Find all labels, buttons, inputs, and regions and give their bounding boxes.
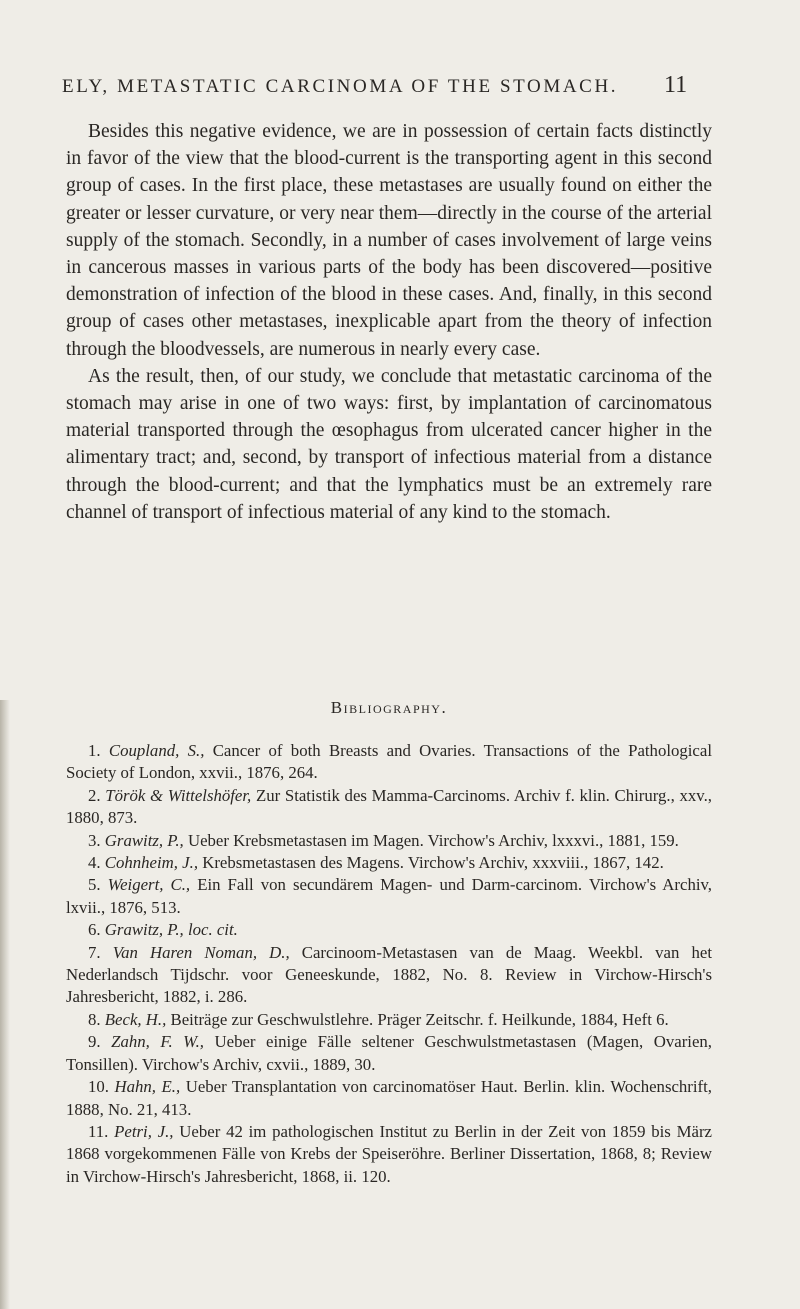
entry-number: 9. <box>88 1032 101 1052</box>
entry-number: 4. <box>88 853 101 873</box>
entry-text: Ueber einige Fälle seltener Geschwulstmetastasen (Magen, Ovarien, Tonsillen). Virchow's Archiv, cxvii., 1889, 30. <box>66 1032 712 1074</box>
bibliography-entry <box>66 1031 712 1076</box>
body-text <box>66 118 712 526</box>
bibliography-entry <box>66 1121 712 1188</box>
entry-text: Cancer of both Breasts and Ovaries. Transactions of the Pathological Society of London, xxvii., 1876, 264. <box>66 741 712 783</box>
bibliography-heading: Bibliography. <box>330 698 448 717</box>
entry-number: 11. <box>88 1121 109 1141</box>
entry-text: Carcinoom-Metastasen van de Maag. Weekbl. van het Nederlandsch Tijdschr. voor Geneeskunde, 1882, No. 8. Review in Virchow-Hirsch's Jahresbericht, 1882, i. 286. <box>66 942 712 1007</box>
entry-number: 5. <box>88 875 101 895</box>
bibliography-entry <box>66 1009 712 1031</box>
entry-text: Zur Statistik des Mamma-Carcinoms. Archiv f. klin. Chirurg., xxv., 1880, 873. <box>66 785 712 828</box>
entry-number: 8. <box>88 1009 101 1029</box>
entry-author: Grawitz, P., loc. cit. <box>104 920 238 940</box>
running-head: ELY, METASTATIC CARCINOMA OF THE STOMACH. <box>62 76 619 97</box>
bibliography-entry <box>66 874 712 919</box>
entry-author: Beck, H., <box>104 1009 167 1029</box>
entry-author: Cohnheim, J., <box>104 853 199 873</box>
entry-author: Coupland, S., <box>108 741 205 760</box>
entry-text: Ueber Transplantation von carcinomatöser Haut. Berlin. klin. Wochenschrift, 1888, No. 21, 413. <box>66 1077 713 1119</box>
entry-author: Van Haren Noman, D., <box>112 942 290 962</box>
entry-text: Ueber 42 im pathologischen Institut zu Berlin in der Zeit von 1859 bis März 1868 vorgekommenen Fälle von Krebs der Speiseröhre. Berliner Dissertation, 1868, 8; Review in Virchow-Hirsch's Jahresbericht, 1868, ii. 120. <box>66 1121 712 1186</box>
paragraph: Besides this negative evidence, we are in possession of certain facts distinctly in favor of the view that the blood-current is the transporting agent in this second group of cases. In the first place, these metastases are usually found on either the greater or lesser curvature, or very near them—directly in the course of the arterial supply of the stomach. Secondly, in a number of cases involvement of large veins in cancerous masses in various parts of the body has been discovered—positive demonstration of infection of the blood in these cases. And, finally, in this second group of cases other metastases, inexplicable apart from the theory of infection through the bloodvessels, are numerous in nearly every case. <box>66 121 712 360</box>
entry-text: Ueber Krebsmetastasen im Magen. Virchow's Archiv, lxxxvi., 1881, 159. <box>187 830 679 850</box>
bibliography-entry <box>66 919 712 941</box>
entry-number: 2. <box>88 785 101 805</box>
entry-author: Grawitz, P., <box>104 830 184 850</box>
entry-text: Ein Fall von secundärem Magen- und Darm-carcinom. Virchow's Archiv, lxvii., 1876, 513. <box>66 875 712 917</box>
bibliography-entry <box>66 852 712 874</box>
page-number: 11 <box>664 72 688 98</box>
bibliography-entry <box>66 830 712 852</box>
page-edge-shadow <box>0 700 10 1309</box>
paragraph: As the result, then, of our study, we conclude that metastatic carcinoma of the stomach may arise in one of two ways: first, by implantation of carcinomatous material transported through the œsophagus from ulcerated cancer higher in the alimentary tract; and, second, by transport of infectious material from a distance through the blood-current; and that the lymphatics must be an extremely rare channel of transport of infectious material of any kind to the stomach. <box>66 365 712 523</box>
entry-number: 1. <box>88 741 101 760</box>
entry-number: 6. <box>88 920 101 940</box>
entry-number: 10. <box>88 1077 109 1097</box>
entry-text: Beiträge zur Geschwulstlehre. Präger Zeitschr. f. Heilkunde, 1884, Heft 6. <box>170 1009 669 1029</box>
entry-number: 3. <box>88 830 101 850</box>
entry-number: 7. <box>88 942 101 962</box>
bibliography-list <box>66 740 712 1188</box>
entry-author: Zahn, F. W., <box>111 1032 204 1052</box>
entry-author: Hahn, E., <box>114 1077 181 1097</box>
entry-author: Török & Wittelshöfer, <box>105 785 252 805</box>
bibliography-entry <box>66 942 712 1009</box>
bibliography-entry <box>66 785 712 830</box>
entry-author: Petri, J., <box>114 1121 174 1141</box>
bibliography-entry <box>66 1076 712 1121</box>
entry-author: Weigert, C., <box>107 875 191 895</box>
entry-text: Krebsmetastasen des Magens. Virchow's Archiv, xxxviii., 1867, 142. <box>202 853 664 873</box>
bibliography-entry <box>66 740 712 785</box>
